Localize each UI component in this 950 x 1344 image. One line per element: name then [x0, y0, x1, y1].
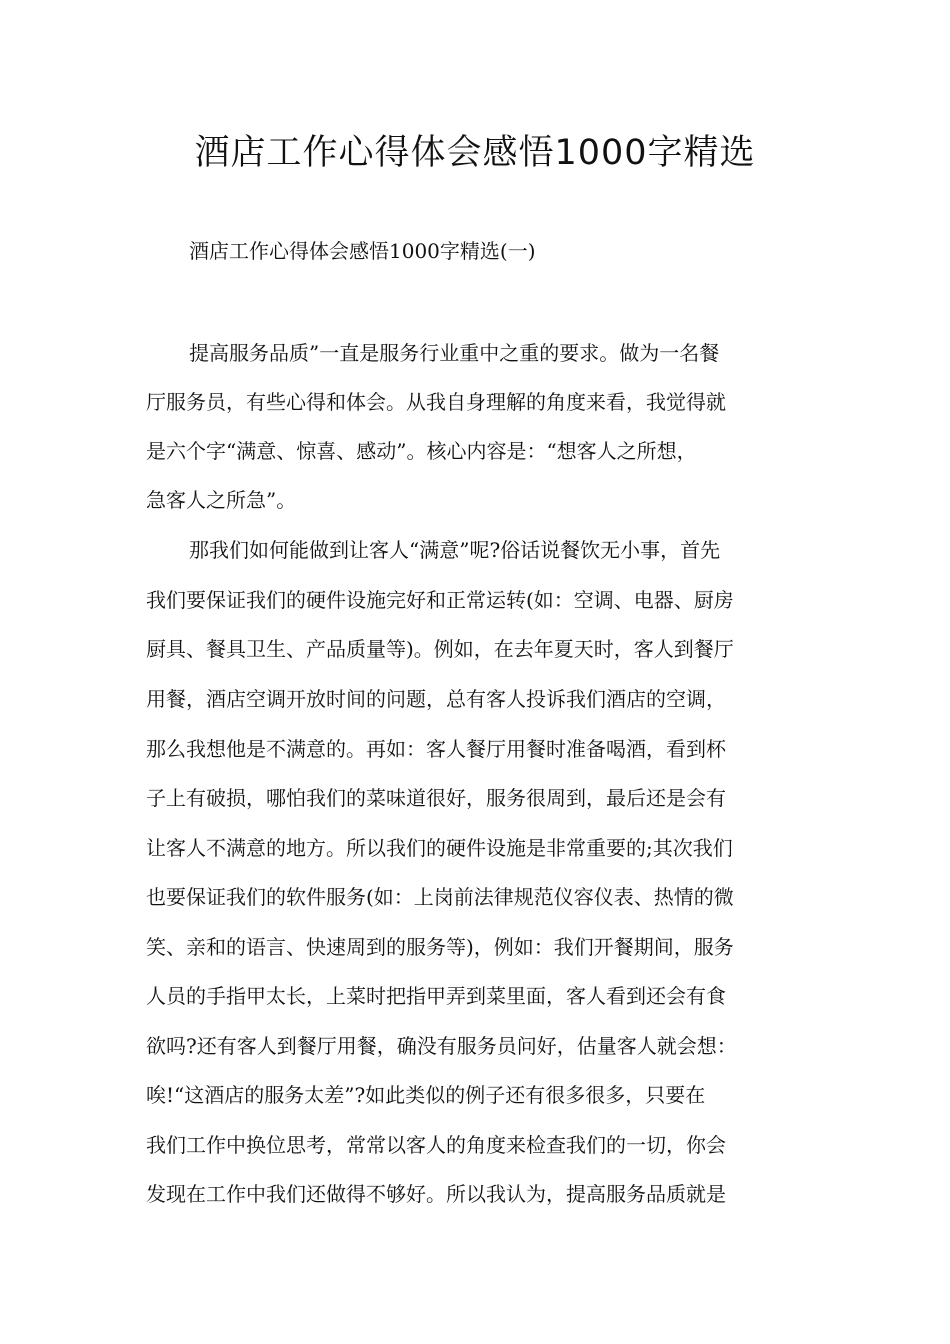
paragraph-line: 那么我想他是不满意的。再如：客人餐厅用餐时准备喝酒，看到杯 [146, 737, 726, 761]
paragraph-line: 我们要保证我们的硬件设施完好和正常运转(如：空调、电器、厨房 [146, 588, 734, 612]
paragraph-line: 笑、亲和的语言、快速周到的服务等)，例如：我们开餐期间，服务 [146, 935, 734, 959]
paragraph-line: 厅服务员，有些心得和体会。从我自身理解的角度来看，我觉得就 [146, 390, 726, 414]
paragraph-line: 也要保证我们的软件服务(如：上岗前法律规范仪容仪表、热情的微 [146, 885, 734, 909]
paragraph-line: 是六个字“满意、惊喜、感动”。核心内容是：“想客人之所想， [146, 439, 697, 463]
document-title: 酒店工作心得体会感悟1000字精选 [194, 133, 756, 173]
paragraph-line: 人员的手指甲太长，上菜时把指甲弄到菜里面，客人看到还会有食 [146, 984, 726, 1008]
paragraph-line: 发现在工作中我们还做得不够好。所以我认为，提高服务品质就是 [146, 1182, 726, 1206]
paragraph-line: 那我们如何能做到让客人“满意”呢?俗话说餐饮无小事，首先 [189, 538, 721, 562]
paragraph-line: 用餐，酒店空调开放时间的问题，总有客人投诉我们酒店的空调， [146, 687, 726, 711]
document-subtitle: 酒店工作心得体会感悟1000字精选(一) [189, 239, 536, 263]
paragraph-line: 欲吗?还有客人到餐厅用餐，确没有服务员问好，估量客人就会想： [146, 1034, 737, 1058]
paragraph-line: 我们工作中换位思考，常常以客人的角度来检查我们的一切，你会 [146, 1133, 726, 1157]
paragraph-line: 厨具、餐具卫生、产品质量等)。例如，在去年夏天时，客人到餐厅 [146, 637, 734, 661]
paragraph-line: 提高服务品质”一直是服务行业重中之重的要求。做为一名餐 [189, 341, 720, 365]
paragraph-line: 子上有破损，哪怕我们的菜味道很好，服务很周到，最后还是会有 [146, 786, 726, 810]
paragraph-line: 让客人不满意的地方。所以我们的硬件设施是非常重要的;其次我们 [146, 836, 733, 860]
paragraph-line: 急客人之所急”。 [146, 488, 297, 512]
paragraph-line: 唉!“这酒店的服务太差”?如此类似的例子还有很多很多，只要在 [146, 1083, 706, 1107]
